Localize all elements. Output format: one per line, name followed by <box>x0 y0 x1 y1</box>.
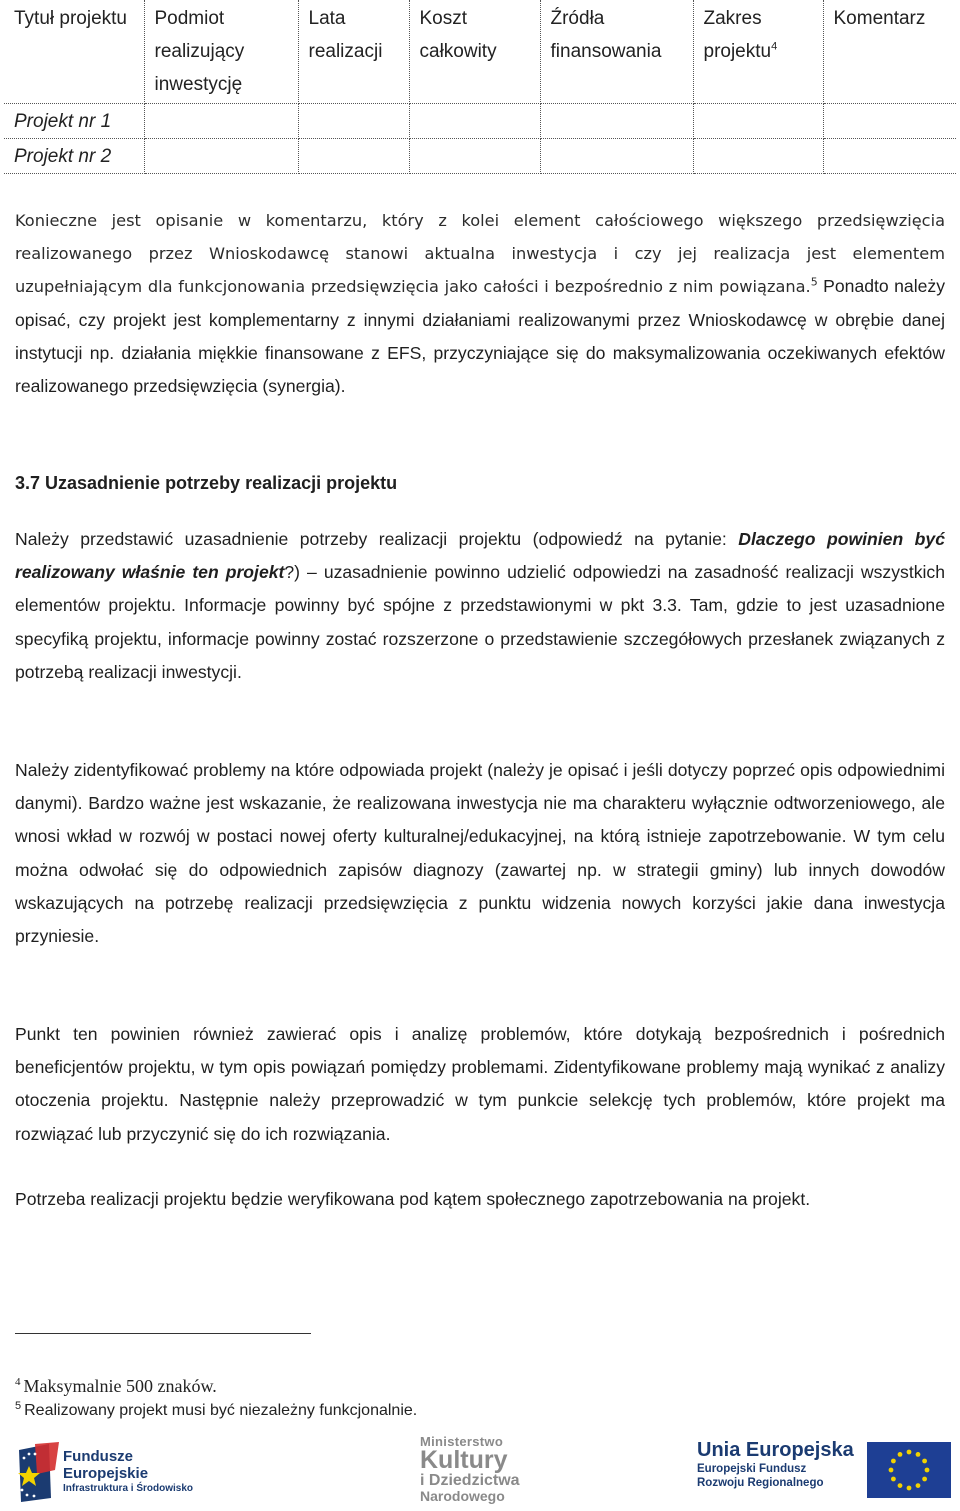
paragraph-text: Ponadto należy opisać, czy projekt jest komplementarny z innymi działaniami realizowanymi przez Wnioskodawcę w obrębie danej instytucji np. działania miękkie finansowane z EFS, przyczyniające się do maksymalizowania oczekiwanych efektów realizowanego przedsięwzięcia (synergia). <box>15 276 946 397</box>
paragraph-text: Należy przedstawić uzasadnienie potrzeby realizacji projektu (odpowiedź na pytanie: <box>15 529 739 549</box>
table-cell <box>409 104 540 139</box>
footnote-ref: 5 <box>810 276 818 290</box>
header-label: Koszt całkowity <box>419 8 497 62</box>
table-cell-title: Projekt nr 1 <box>4 104 144 139</box>
paragraph-text: Konieczne jest opisanie w komentarzu, który z kolei element całościowego większego przedsięwzięcia realizowanego przez Wnioskodawcę stanowi aktualna inwestycja i czy jej realizacja jest elementem uzupełniającym dla funkcjonowania przedsięwzięcia jako całości i bezpośrednio z nim powiązana. <box>15 211 945 297</box>
paragraph-verification: Potrzeba realizacji projektu będzie weryfikowana pod kątem społecznego zapotrzebowania na projekt. <box>15 1189 811 1209</box>
paragraph-justification <box>15 523 945 689</box>
header-label: Tytuł projektu <box>14 8 127 29</box>
header-label: Źródła finansowania <box>550 8 662 62</box>
header-label: Podmiot realizujący inwestycję <box>154 8 245 95</box>
footnote-number: 4 <box>15 1376 21 1388</box>
paragraph-comment-requirement <box>15 204 945 403</box>
table-cell <box>540 139 693 174</box>
table-cell <box>144 104 298 139</box>
ministry-logo-line: i Dziedzictwa <box>420 1472 520 1489</box>
header-label: Zakres projektu <box>703 8 772 62</box>
ministry-of-culture-logo <box>420 1434 550 1506</box>
paragraph-text: ?) – uzasadnienie powinno udzielić odpowiedzi na zasadność realizacji wszystkich elementów projektu. Informacje powinny być spójne z przedstawionymi w pkt 3.3. Tam, gdzie to jest uzasadnione specyfiką projektu, informacje powinny zostać rozszerzone o przedstawienie szczegółowych przesłanek związanych z potrzebą realizacji inwestycji. <box>15 562 945 682</box>
funds-logo-text <box>63 1448 193 1496</box>
header-cell <box>540 0 693 104</box>
eu-logo-line: Rozwoju Regionalnego <box>697 1477 824 1489</box>
projects-table <box>4 0 956 174</box>
funds-logo-line: Europejskie <box>63 1465 149 1482</box>
table-cell <box>298 139 409 174</box>
table-cell <box>823 104 956 139</box>
table-cell <box>409 139 540 174</box>
header-cell <box>693 0 823 104</box>
table-cell <box>693 104 823 139</box>
table-row <box>4 104 956 139</box>
table-cell <box>540 104 693 139</box>
eu-logo-text <box>697 1438 854 1490</box>
footnote-number: 5 <box>15 1399 22 1412</box>
ministry-logo-line: Kultury <box>420 1446 508 1474</box>
ministry-logo-line: Ministerstwo <box>420 1434 504 1449</box>
footnote-text: Maksymalnie 500 znaków. <box>23 1376 217 1396</box>
footnote <box>15 1399 417 1423</box>
header-label: Komentarz <box>833 8 926 29</box>
footnote <box>15 1374 217 1398</box>
header-cell <box>298 0 409 104</box>
header-cell <box>4 0 144 104</box>
table-cell <box>298 104 409 139</box>
eu-logo-line: Europejski Fundusz <box>697 1463 807 1475</box>
footnote-separator <box>15 1333 311 1334</box>
table-cell <box>693 139 823 174</box>
funds-logo-subline: Infrastruktura i Środowisko <box>63 1483 194 1494</box>
footnote-ref: 4 <box>771 40 778 53</box>
section-heading: 3.7 Uzasadnienie potrzeby realizacji projektu <box>15 473 398 493</box>
header-cell <box>823 0 956 104</box>
fundusze-europejskie-logo <box>15 1440 215 1504</box>
header-label: Lata realizacji <box>308 8 383 62</box>
table-cell <box>144 139 298 174</box>
table-cell-title: Projekt nr 2 <box>4 139 144 174</box>
footnote-text: Realizowany projekt musi być niezależny funkcjonalnie. <box>24 1402 418 1419</box>
eu-flag-icon <box>867 1442 951 1498</box>
table-cell <box>823 139 956 174</box>
emphasis-question: Dlaczego powinien być realizowany właśnie ten projekt <box>15 529 945 583</box>
european-union-logo <box>695 1438 955 1498</box>
eu-logo-line: Unia Europejska <box>697 1439 854 1461</box>
eu-funds-star-icon <box>15 1440 59 1504</box>
paragraph-problems: Należy zidentyfikować problemy na które odpowiada projekt (należy je opisać i jeśli dotyczy poprzeć opis odpowiednimi danymi). Bardzo ważne jest wskazanie, że realizowana inwestycja nie ma charakteru wyłącznie odtworzeniowego, ale wnosi wkład w rozwój w postaci nowej oferty kulturalnej/edukacyjnej, na którą istnieje zapotrzebowanie. W tym celu można odwołać się do odpowiednich zapisów diagnozy (zawartej np. w strategii gminy) lub innych dowodów wskazujących na potrzebę realizacji przedsięwzięcia z punktu widzenia nowych korzyści jakie dana inwestycja przyniesie. <box>15 760 945 947</box>
table-row <box>4 139 956 174</box>
header-cell <box>409 0 540 104</box>
funds-logo-line: Fundusze <box>63 1448 133 1465</box>
paragraph-beneficiaries: Punkt ten powinien również zawierać opis i analizę problemów, które dotykają bezpośrednich i pośrednich beneficjentów projektu, w tym opis powiązań pomiędzy problemami. Zidentyfikowane problemy mają wynikać z analizy otoczenia projektu. Następnie należy przeprowadzić w tym punkcie selekcję tych problemów, które projekt ma rozwiązać lub przyczynić się do ich rozwiązania. <box>15 1024 945 1144</box>
table-header-row <box>4 0 956 104</box>
header-cell <box>144 0 298 104</box>
ministry-logo-line: Narodowego <box>420 1488 505 1504</box>
